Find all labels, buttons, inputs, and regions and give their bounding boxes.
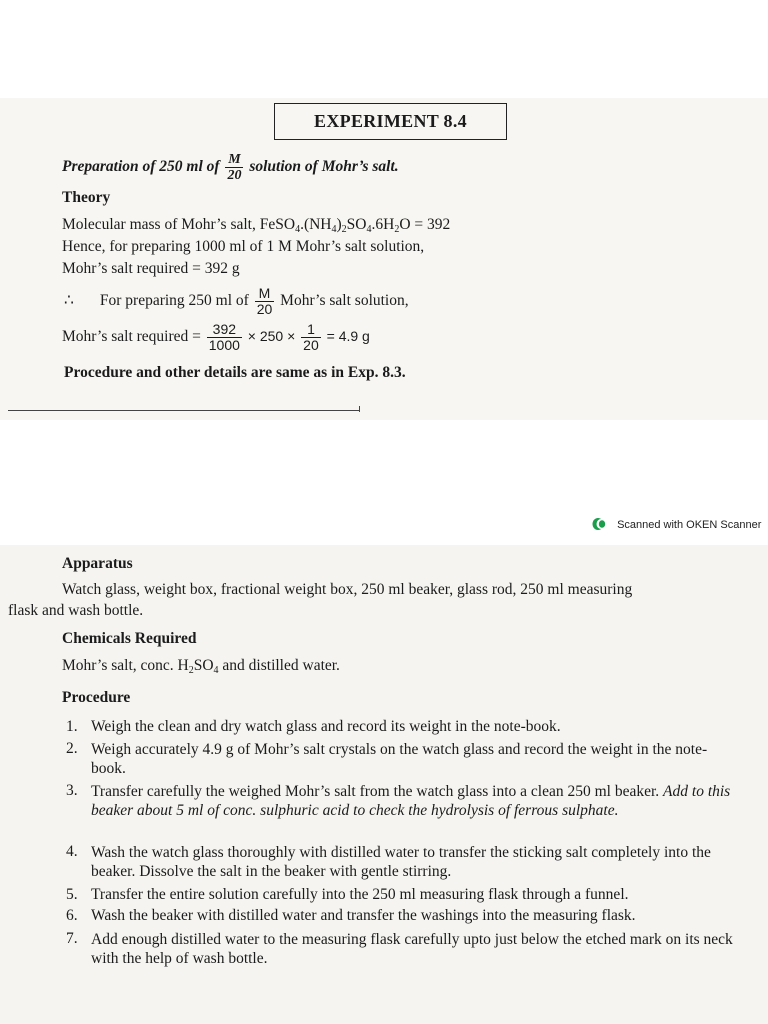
objective-prefix: Preparation of 250 ml of xyxy=(62,158,220,176)
required-line: Mohr’s salt required = 392 g xyxy=(62,260,240,277)
molecular-mass-line: Molecular mass of Mohr’s salt, $FeSO_4.(NH_4)_2SO_4.6H_2O = 392$ xyxy=(62,216,451,235)
experiment-title-box: EXPERIMENT 8.4 xyxy=(274,103,507,140)
therefore-line xyxy=(64,286,409,317)
objective-suffix: solution of Mohr’s salt. xyxy=(249,158,399,176)
fraction-numerator: M xyxy=(225,152,243,168)
for-250-prefix: For preparing 250 ml of xyxy=(99,292,249,310)
calc-fraction-392-1000: $\frac{392}{1000}$ xyxy=(208,321,240,353)
procedure-heading: Procedure xyxy=(62,689,131,706)
fraction-denominator: 20 xyxy=(227,168,242,183)
procedure-note: Procedure and other details are same as in Exp. 8.3. xyxy=(64,364,406,381)
chemicals-line: Mohr’s salt, conc. $H_2SO_4$ and distilled water. xyxy=(62,657,340,676)
section-divider-tick xyxy=(359,406,360,412)
scanner-watermark xyxy=(592,517,761,535)
apparatus-heading: Apparatus xyxy=(62,555,133,572)
scanner-logo-icon xyxy=(592,517,608,531)
apparatus-line-1: Watch glass, weight box, fractional weight box, 250 ml beaker, glass rod, 250 ml measuring xyxy=(62,581,633,598)
calc-fraction-1-20: $\frac{1}{20}$ xyxy=(303,321,319,353)
apparatus-line-2: flask and wash bottle. xyxy=(8,602,144,619)
for-250-suffix: Mohr’s salt solution, xyxy=(280,292,409,310)
chemicals-heading: Chemicals Required xyxy=(62,630,197,647)
calculation-line: Mohr’s salt required = $\frac{392}{1000}$ × 250 × $\frac{1}{20}$ = 4.9 g xyxy=(62,321,370,353)
molarity-fraction xyxy=(225,152,243,183)
hence-line: Hence, for preparing 1000 ml of 1 M Mohr’s salt solution, xyxy=(62,238,425,255)
therefore-symbol: ∴ xyxy=(64,292,74,310)
theory-heading: Theory xyxy=(62,189,111,206)
section-divider xyxy=(8,410,360,411)
scanner-text: Scanned with OKEN Scanner xyxy=(617,519,762,531)
molarity-fraction-2: $\frac{M}{20}$ xyxy=(256,285,273,317)
objective-line xyxy=(62,152,399,183)
